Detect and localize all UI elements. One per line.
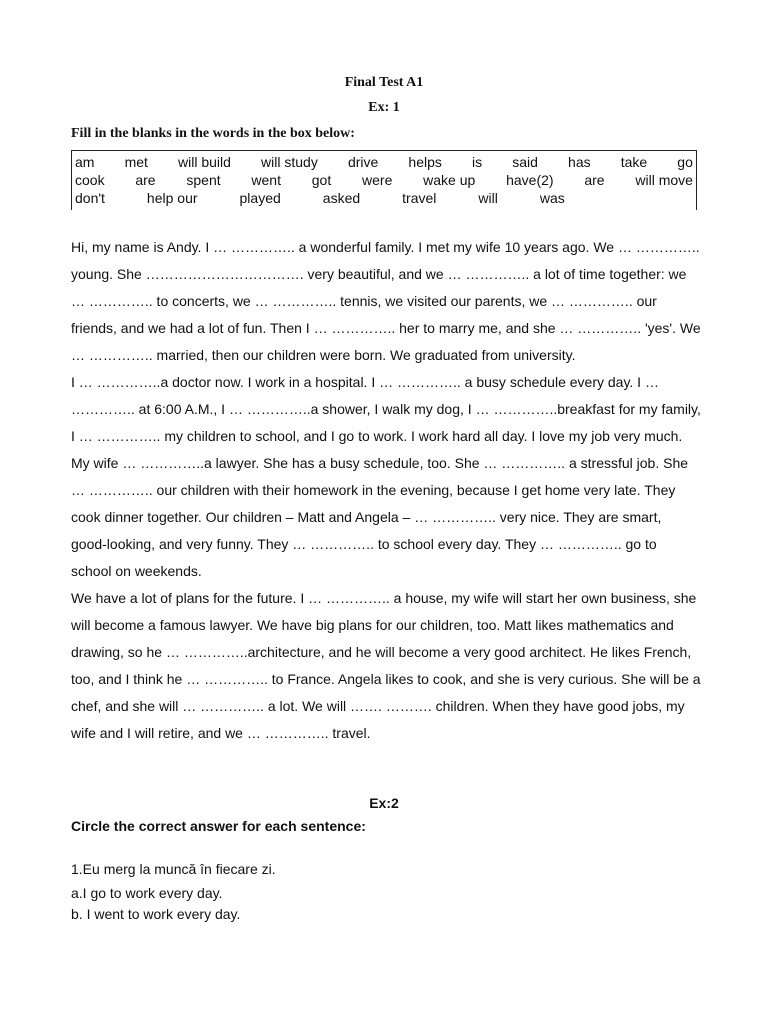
question-1: 1.Eu merg la muncă în fiecare zi.	[71, 861, 276, 877]
word-box-row-3	[75, 189, 693, 207]
word-helps: helps	[408, 154, 442, 170]
paragraph-2: I … …………..a doctor now. I work in a hospital. I … ………….. a busy schedule every day. I … ………….. at 6:00 A.M., I … …………..a shower, I walk my dog, I … …………..breakfast for my family, I … ………….. my children to school, and I go to work. I work hard all day. I love my job very much. My wife … …………..a lawyer. She has a busy schedule, too. She … ………….. a stressful job. She … ………….. our children with their homework in the evening, because I get home very late. They cook dinner together. Our children – Matt and Angela – … ………….. very nice. They are smart, good-looking, and very funny. They … ………….. to school every day. They … ………….. go to school on weekends.	[71, 374, 701, 579]
story-text	[71, 234, 701, 747]
word-have-2: have(2)	[506, 172, 554, 188]
word-will-move: will move	[635, 172, 693, 188]
word-go: go	[677, 154, 693, 170]
exercise-1-label: Ex: 1	[368, 100, 400, 115]
paragraph-1: Hi, my name is Andy. I … ………….. a wonderful family. I met my wife 10 years ago. We … ………….. young. She ……………………………. very beautiful, and we … ………….. a lot of time together: we … ………….. to concerts, we … ………….. tennis, we visited our parents, we … ………….. our friends, and we had a lot of fun. Then I … ………….. her to marry me, and she … ………….. 'yes'. We … ………….. married, then our children were born. We graduated from university.	[71, 239, 701, 363]
exercise-1-instruction: Fill in the blanks in the words in the box below:	[71, 126, 355, 141]
word-will: will	[478, 190, 498, 206]
word-box	[71, 150, 697, 210]
word-wake-up: wake up	[423, 172, 476, 188]
word-box-row-2	[75, 171, 693, 189]
word-travel: travel	[402, 190, 437, 206]
word-has: has	[568, 154, 591, 170]
exercise-2-label: Ex:2	[369, 795, 399, 811]
option-b	[71, 906, 240, 922]
word-played: played	[239, 190, 281, 206]
word-asked: asked	[322, 190, 361, 206]
word-cook: cook	[75, 172, 105, 188]
paragraph-3: We have a lot of plans for the future. I … ………….. a house, my wife will start her own business, she will become a famous lawyer. We have big plans for our children, too. Matt likes mathematics and drawing, so he … …………..architecture, and he will become a very good architect. He likes French, too, and I think he … ………….. to France. Angela likes to cook, and she is very curious. She will be a chef, and she will … ………….. a lot. We will ……. ………. children. When they have good jobs, my wife and I will retire, and we … ………….. travel.	[71, 590, 701, 741]
word-are-2: are	[584, 172, 605, 188]
word-met: met	[124, 154, 148, 170]
word-said: said	[512, 154, 538, 170]
word-was: was	[539, 190, 565, 206]
page-title: Final Test A1	[344, 75, 424, 90]
word-drive: drive	[347, 154, 379, 170]
word-box-row-1	[75, 153, 693, 171]
word-is: is	[472, 154, 483, 170]
word-went: went	[251, 172, 281, 188]
word-were: were	[362, 172, 393, 188]
option-b-text: I went to work every day.	[86, 906, 241, 922]
word-help-our: help our	[146, 190, 198, 206]
option-b-letter: b.	[71, 906, 83, 922]
word-dont: don't	[75, 190, 105, 206]
option-a: a.I go to work every day.	[71, 885, 223, 901]
word-am: am	[75, 154, 95, 170]
word-are: are	[135, 172, 156, 188]
word-take: take	[620, 154, 648, 170]
word-will-study: will study	[261, 154, 318, 170]
exercise-2-instruction: Circle the correct answer for each sentence:	[71, 818, 366, 834]
word-spent: spent	[186, 172, 221, 188]
word-will-build: will build	[178, 154, 231, 170]
word-got: got	[311, 172, 332, 188]
